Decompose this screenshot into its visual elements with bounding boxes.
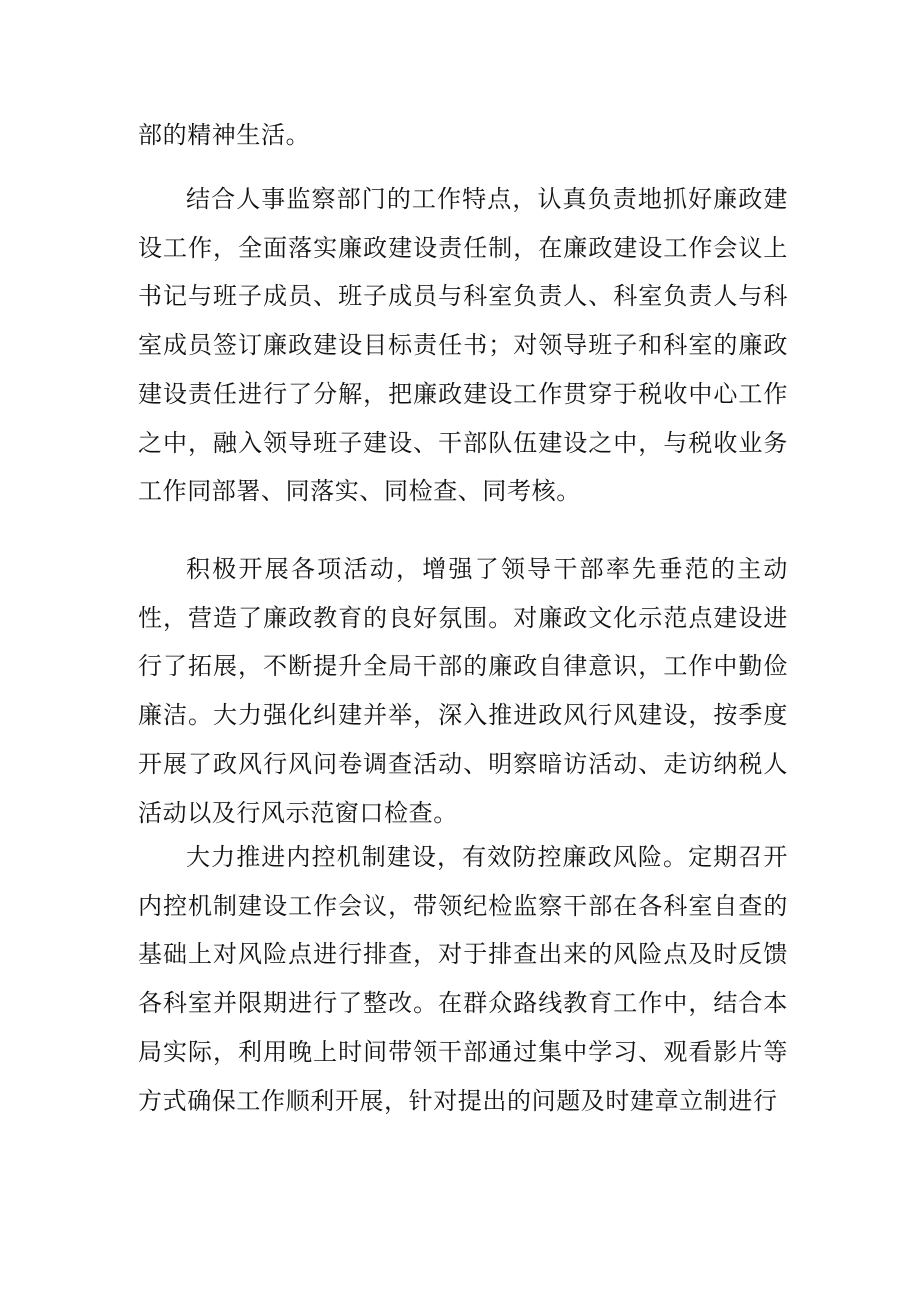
paragraph-internal-control: 大力推进内控机制建设，有效防控廉政风险。定期召开内控机制建设工作会议，带领纪检监察干部在各科室自查的基础上对风险点进行排查，对于排查出来的风险点及时反馈各科室并限期进行了整改。在群众路线教育工作中，结合本局实际，利用晚上时间带领干部通过集中学习、观看影片等方式确保工作顺利开展，针对提出的问题及时建章立制进行 <box>138 843 788 1115</box>
paragraph-responsibility-system: 结合人事监察部门的工作特点，认真负责地抓好廉政建设工作，全面落实廉政建设责任制，在廉政建设工作会议上书记与班子成员、班子成员与科室负责人、科室负责人与科室成员签订廉政建设目标责任书；对领导班子和科室的廉政建设责任进行了分解，把廉政建设工作贯穿于税收中心工作之中，融入领导班子建设、干部队伍建设之中，与税收业务工作同部署、同落实、同检查、同考核。 <box>138 185 788 506</box>
paragraph-activities: 积极开展各项活动，增强了领导干部率先垂范的主动性，营造了廉政教育的良好氛围。对廉政文化示范点建设进行了拓展，不断提升全局干部的廉政自律意识，工作中勤俭廉洁。大力强化纠建并举，深入推进政风行风建设，按季度开展了政风行风问卷调查活动、明察暗访活动、走访纳税人活动以及行风示范窗口检查。 <box>138 555 788 827</box>
paragraph-continuation: 部的精神生活。 <box>138 121 311 149</box>
